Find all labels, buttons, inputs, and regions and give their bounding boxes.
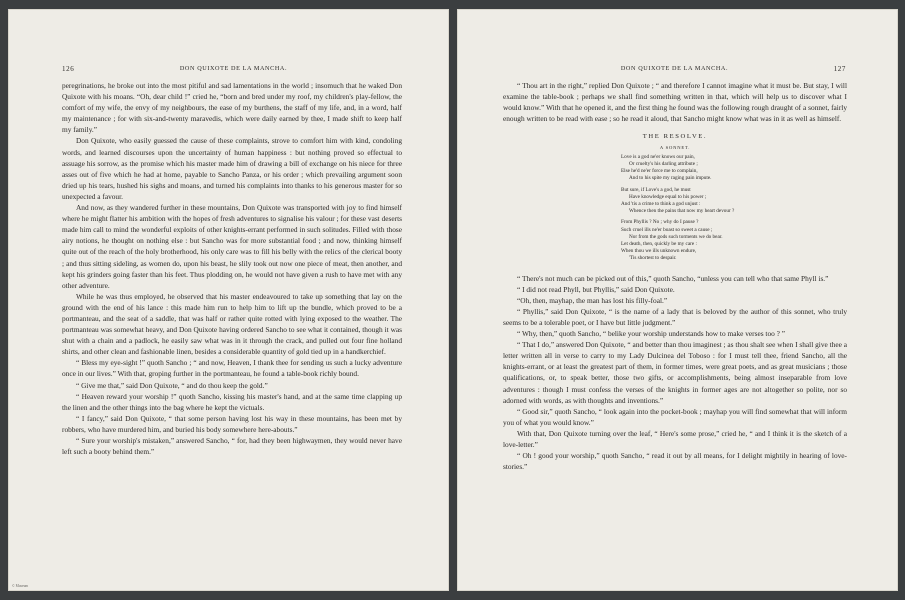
running-head-title: DON QUIXOTE DE LA MANCHA.: [179, 65, 288, 72]
poem-line: When thou we ills unknown endure,: [621, 248, 697, 255]
poem-line: Love is a god ne'er knows our pain,: [621, 153, 695, 160]
poem-line: Or cruelty's his darling attribute ;: [629, 160, 698, 167]
paragraph: “ Sure your worship's mistaken,” answered Sancho, “ for, had they been highwaymen, they would never have left such a booty behind them.”: [62, 436, 402, 457]
poem-line: But sure, if Love's a god, he must: [621, 186, 691, 193]
page-number: 126: [62, 65, 75, 73]
sonnet: [503, 133, 847, 262]
running-head: [503, 65, 846, 75]
paragraph: “ Good sir,” quoth Sancho, “ look again into the pocket-book ; mayhap you will find somewhat that will inform you of what you would know.”: [503, 406, 847, 427]
poem-line: Else he'd ne'er force me to complain,: [621, 168, 698, 175]
running-head: [62, 65, 405, 75]
poem-line: And to his spite my raging pain impute.: [629, 175, 712, 182]
poem-line: Nor from the gods such torments we do bear.: [629, 233, 723, 240]
paragraph: With that, Don Quixote turning over the leaf, “ Here's some prose,” cried he, “ and I think it is the sketch of a love-letter.”: [503, 428, 847, 450]
paragraph: “ I did not read Phyll, but Phyllis,” said Don Quixote.: [517, 284, 675, 294]
running-head-title: DON QUIXOTE DE LA MANCHA.: [620, 65, 729, 72]
paragraph: Don Quixote, who easily guessed the cause of these complaints, strove to comfort him with kind, condoling words, and learned discourses upon the uncertainty of human happiness : but nothing proved so effectual to assuage his sorrow, as the promise which his master made him of drawing a bill of exchange on his niece for three asses out of five which he had at home, payable to Sancho Panza, or his order ; which prevailing argument soon dried up his tears, hushed his sighs and moans, and turned his complaints into thanks to his generous master for so unexpected a favour.: [62, 136, 402, 201]
body-text: [503, 80, 847, 472]
stanza: [621, 154, 847, 183]
paragraph: “ That I do,” answered Don Quixote, “ and better than thou imaginest ; as thou shalt see when I shall give thee a letter written all in verse to carry to my Lady Dulcinea del Toboso : for I must tell thee, friend Sancho, all the knights-errant, or at least the greatest part of them, in former times, were great poets, and as great musicians ; those qualifications, or, to speak better, those two gifts, or accomplishments, being almost inseparable from love adventures : though I must confess the verses of the knights in former ages are not altogether so polite, nor so adorned with words, as with thoughts and inventions.”: [503, 340, 847, 405]
paragraph: peregrinations, he broke out into the most pitiful and sad lamentations in the world ; insomuch that he waked Don Quixote with his moans. “Oh, dear child !” cried he, “born and bred under my roof, my children's play-fellow, the comfort of my wife, the envy of my neighbours, the ease of my burthens, the staff of my life, and, in a word, half my maintenance ; for with six-and-twenty maravedis, which were daily earned by thee, I made shift to keep half my family.”: [62, 81, 402, 135]
paragraph: “ Thou art in the right,” replied Don Quixote ; “ and therefore I cannot imagine what it must be. But stay, I will examine the table-book ; perhaps we shall find something written in that, which will help us to discover what I would know.” With that he opened it, and the first thing he found was the following rough draught of a sonnet, fairly enough written to be read with ease ; so he read it aloud, that Sancho might know what was in it as well as himself.: [503, 81, 847, 124]
poem-line: From Phyllis ? No ; why do I pause ?: [621, 219, 699, 226]
poem-line: Whence then the pains that now my heart devour ?: [629, 208, 735, 215]
paragraph: “ I fancy,” said Don Quixote, “ that some person having lost his way in these mountains, has been met by robbers, who have murdered him, and buried his body somewhere here-abouts.”: [62, 413, 402, 434]
paragraph: “ Oh ! good your worship,” quoth Sancho, “ read it out by all means, for I delight mightily in hearing of love-stories.”: [503, 451, 847, 472]
left-page: [8, 9, 449, 591]
footer-mark: © Museum: [12, 584, 29, 588]
paragraph: “ There's not much can be picked out of this,” quoth Sancho, “unless you can tell who that same Phyll is.”: [517, 273, 829, 283]
body-text: [62, 80, 402, 457]
poem-line: Have knowledge equal to his power ;: [629, 193, 707, 200]
right-page: [457, 9, 898, 591]
paragraph: “ Bless my eye-sight !” quoth Sancho ; “ and now, Heaven, I thank thee for sending us such a lucky adventure once in our lives.” With that, groping further in the portmanteau, he found a table-book richly bound.: [62, 358, 402, 379]
paragraph: “Oh, then, mayhap, the man has lost his filly-foal.”: [517, 295, 668, 305]
paragraph: While he was thus employed, he observed that his master endeavoured to take up something that lay on the ground with the end of his lance : this made him run to help him to lift up the bundle, which proved to be a portmanteau, and the seat of a saddle, that was half or rather quite rotted with lying exposed to the weather. The portmanteau was somewhat heavy, and Don Quixote having ordered Sancho to see what it contained, though it was shut with a chain and a padlock, he easily saw what was in it through the crack, and pulled out four fine holland shirts, and other clean and fashionable linen, besides a considerable quantity of gold tied up in a handkerchief.: [62, 291, 402, 357]
stanza: [621, 187, 847, 216]
page-number: 127: [833, 65, 846, 73]
poem-line: 'Tis shortest to despair.: [629, 255, 677, 262]
paragraph: “ Heaven reward your worship !” quoth Sancho, kissing his master's hand, and at the same time clapping up the linen and the other things into the bag where he kept the victuals.: [62, 391, 402, 412]
paragraph: And now, as they wandered further in these mountains, Don Quixote was transported with joy to find himself where he might flatter his ambition with the hopes of fresh adventures to signalise his valour ; for these vast deserts made him call to mind the wonderful exploits of other knights-errant performed in such solitudes. Filled with those airy notions, he thought on nothing else : but Sancho was for more substantial food ; and now, thinking himself quite out of the reach of the holy brotherhood, his only care was to fill his belly with the relics of the clerical booty ; and thus sitting sideling, as women do, upon his beast, he slily took out now one piece of meat, then another, and kept his grinders going faster than his feet. Thus plodding on, he would not have given a rush to have met with any other adventure.: [62, 203, 402, 290]
paragraph: “ Why, then,” quoth Sancho, “ belike your worship understands how to make verses too ? ”: [517, 329, 785, 339]
poem-line: And 'tis a crime to think a god unjust :: [621, 201, 701, 207]
poem-subtitle: A SONNET.: [659, 144, 691, 150]
paragraph: “ Phyllis,” said Don Quixote, “ is the name of a lady that is beloved by the author of this sonnet, who truly seems to be a tolerable poet, or I have but little judgment.”: [503, 306, 847, 327]
poem-line: Let death, then, quickly be my care :: [621, 241, 697, 248]
stanza: [621, 219, 847, 262]
paragraph: “ Give me that,” said Don Quixote, “ and do thou keep the gold.”: [76, 380, 268, 390]
poem-title: THE RESOLVE.: [642, 133, 708, 141]
poem-line: Such cruel ills ne'er boast so sweet a cause ;: [621, 226, 713, 233]
